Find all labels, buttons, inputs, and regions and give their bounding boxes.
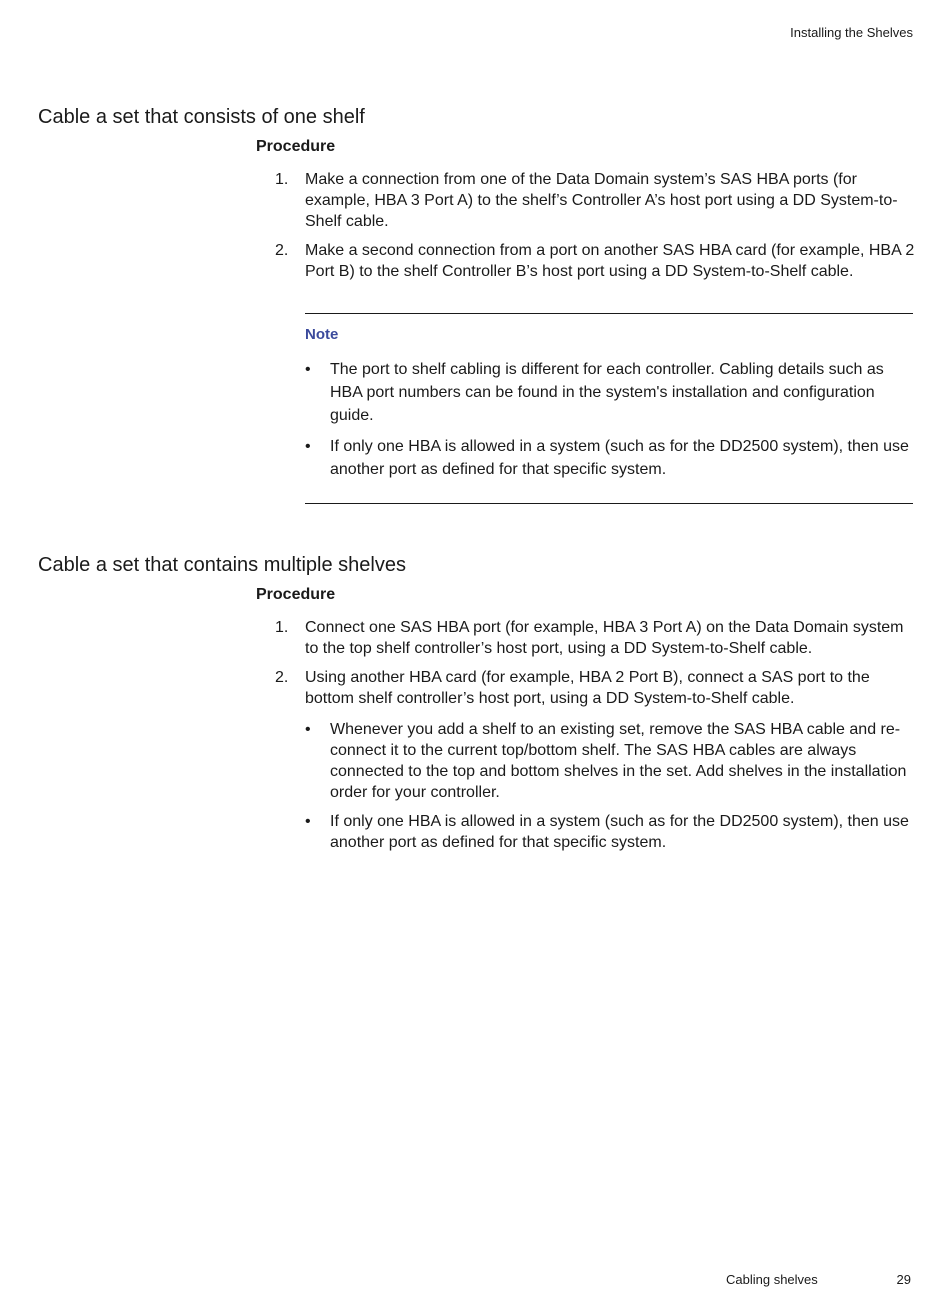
procedure-step [256,617,916,659]
footer-section-label: Cabling shelves [726,1272,818,1287]
list-item [305,811,916,853]
bullet-icon: • [305,721,311,738]
step-number: 2. [275,669,289,686]
step-text: Make a connection from one of the Data Domain system’s SAS HBA ports (for example, HBA 3 Port A) to the shelf’s Controller A’s host port using a DD System-to-Shelf cable. [305,171,898,230]
bullet-icon: • [305,813,311,830]
procedure-step [256,169,916,232]
section-title-multiple-shelves: Cable a set that contains multiple shelves [38,554,406,576]
procedure-step [256,240,916,282]
procedure-label: Procedure [256,138,336,155]
note-bullets [305,358,913,481]
step-bullets [305,719,916,853]
list-item [305,435,913,481]
note-box [305,313,913,504]
section-title-one-shelf: Cable a set that consists of one shelf [38,106,365,128]
list-item [305,358,913,427]
note-label: Note [305,326,339,343]
procedure-steps-multiple-shelves [256,617,916,861]
page-number: 29 [896,1272,911,1287]
bullet-text: The port to shelf cabling is different for each controller. Cabling details such as HBA port numbers can be found in the system's installation and configuration guide. [330,361,884,424]
bullet-text: If only one HBA is allowed in a system (such as for the DD2500 system), then use another port as defined for that specific system. [330,438,909,478]
procedure-steps-one-shelf [256,169,916,290]
bullet-icon: • [305,438,311,455]
list-item [305,719,916,803]
step-text: Make a second connection from a port on another SAS HBA card (for example, HBA 2 Port B) to the shelf Controller B’s host port using a DD System-to-Shelf cable. [305,242,915,280]
step-text: Connect one SAS HBA port (for example, HBA 3 Port A) on the Data Domain system to the top shelf controller’s host port, using a DD System-to-Shelf cable. [305,619,904,657]
procedure-label: Procedure [256,586,336,603]
bullet-icon: • [305,361,311,378]
procedure-step [256,667,916,853]
step-text: Using another HBA card (for example, HBA 2 Port B), connect a SAS port to the bottom shelf controller’s host port, using a DD System-to-Shelf cable. [305,669,870,707]
bullet-text: If only one HBA is allowed in a system (such as for the DD2500 system), then use another port as defined for that specific system. [330,813,909,851]
step-number: 2. [275,242,289,259]
step-number: 1. [275,619,289,636]
bullet-text: Whenever you add a shelf to an existing set, remove the SAS HBA cable and re-connect it to the current top/bottom shelf. The SAS HBA cables are always connected to the top and bottom shelves in the set. Add shelves in the installation order for your controller. [330,721,907,801]
running-header: Installing the Shelves [790,25,913,40]
step-number: 1. [275,171,289,188]
